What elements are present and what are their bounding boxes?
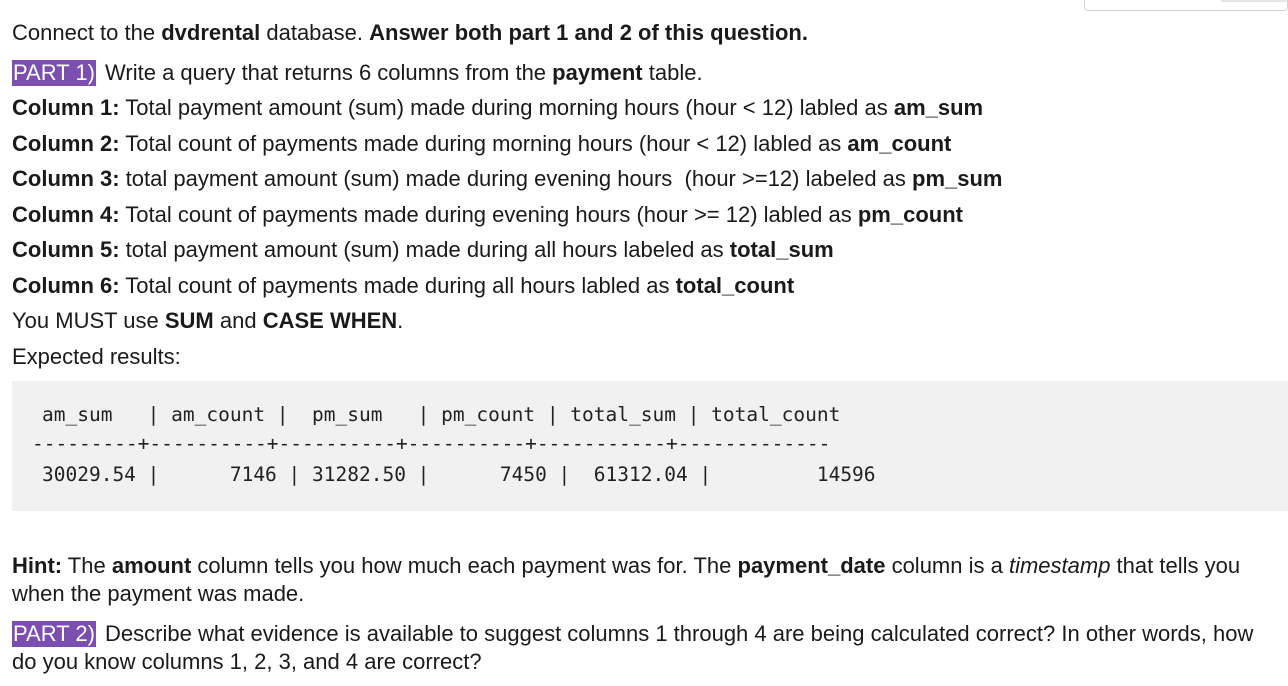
- must-use-line: [12, 308, 403, 334]
- column-6-line: [12, 273, 794, 299]
- column-label: Column 4:: [12, 202, 120, 227]
- intro-line: [12, 20, 808, 46]
- column-label: Column 6:: [12, 273, 120, 298]
- column-desc: total payment amount (sum) made during evening hours (hour >=12) labeled as: [119, 166, 913, 191]
- column-name: am_sum: [893, 95, 984, 120]
- column-desc: total payment amount (sum) made during all hours labeled as: [119, 237, 730, 262]
- column-name: am_count: [847, 131, 952, 156]
- column-name: total_count: [675, 273, 795, 298]
- hint-amount: amount: [111, 553, 192, 578]
- must-end: .: [397, 308, 404, 333]
- code-separator-row: ---------+----------+----------+----------+-----------+-------------: [32, 432, 831, 455]
- hint-text-1: The: [62, 553, 112, 578]
- top-edge-box: [1084, 0, 1288, 11]
- column-1-line: [12, 95, 983, 121]
- hint-payment-date: payment_date: [737, 553, 886, 578]
- must-prefix: You MUST use: [12, 308, 165, 333]
- part1-badge: PART 1): [13, 60, 95, 85]
- code-header-row: am_sum | am_count | pm_sum | pm_count | total_sum | total_count: [42, 403, 841, 426]
- hint-paragraph: [12, 552, 1272, 608]
- top-edge-shade: [1221, 0, 1287, 2]
- expected-results-label: Expected results:: [12, 344, 181, 369]
- expected-results-code-block: [12, 381, 1288, 511]
- part1-table: payment: [552, 60, 643, 85]
- intro-middle: database.: [260, 20, 370, 45]
- part2-badge: PART 2): [13, 621, 95, 646]
- column-name: total_sum: [729, 237, 834, 262]
- column-5-line: [12, 237, 834, 263]
- column-desc: Total payment amount (sum) made during morning hours (hour < 12) labled as: [119, 95, 894, 120]
- part2-text: Describe what evidence is available to suggest columns 1 through 4 are being calculated correct? In other words, how do you know columns 1, 2, 3, and 4 are correct?: [12, 621, 1254, 674]
- must-and: and: [213, 308, 263, 333]
- column-label: Column 5:: [12, 237, 120, 262]
- column-name: pm_count: [857, 202, 963, 227]
- must-case-when: CASE WHEN: [262, 308, 398, 333]
- part1-suffix: table.: [642, 60, 703, 85]
- intro-prefix: Connect to the: [12, 20, 162, 45]
- column-desc: Total count of payments made during all hours labled as: [119, 273, 676, 298]
- hint-timestamp: timestamp: [1008, 553, 1111, 578]
- must-sum: SUM: [164, 308, 214, 333]
- column-name: pm_sum: [912, 166, 1003, 191]
- part1-line: [12, 60, 703, 86]
- column-label: Column 3:: [12, 166, 120, 191]
- intro-emphasis: Answer both part 1 and 2 of this question.: [369, 20, 808, 45]
- column-3-line: [12, 166, 1003, 192]
- column-desc: Total count of payments made during morning hours (hour < 12) labled as: [119, 131, 848, 156]
- part2-paragraph: [12, 620, 1272, 676]
- hint-text-3: column is a: [885, 553, 1009, 578]
- column-desc: Total count of payments made during evening hours (hour >= 12) labled as: [119, 202, 858, 227]
- db-name: dvdrental: [161, 20, 261, 45]
- hint-label: Hint:: [12, 553, 63, 578]
- hint-text-4: that tells you when the payment was made.: [12, 553, 1241, 606]
- code-data-row: 30029.54 | 7146 | 31282.50 | 7450 | 61312.04 | 14596: [42, 463, 876, 486]
- column-4-line: [12, 202, 963, 228]
- column-2-line: [12, 131, 951, 157]
- column-label: Column 2:: [12, 131, 120, 156]
- part1-text: Write a query that returns 6 columns from the: [98, 60, 553, 85]
- hint-text-2: column tells you how much each payment was for. The: [191, 553, 738, 578]
- column-label: Column 1:: [12, 95, 120, 120]
